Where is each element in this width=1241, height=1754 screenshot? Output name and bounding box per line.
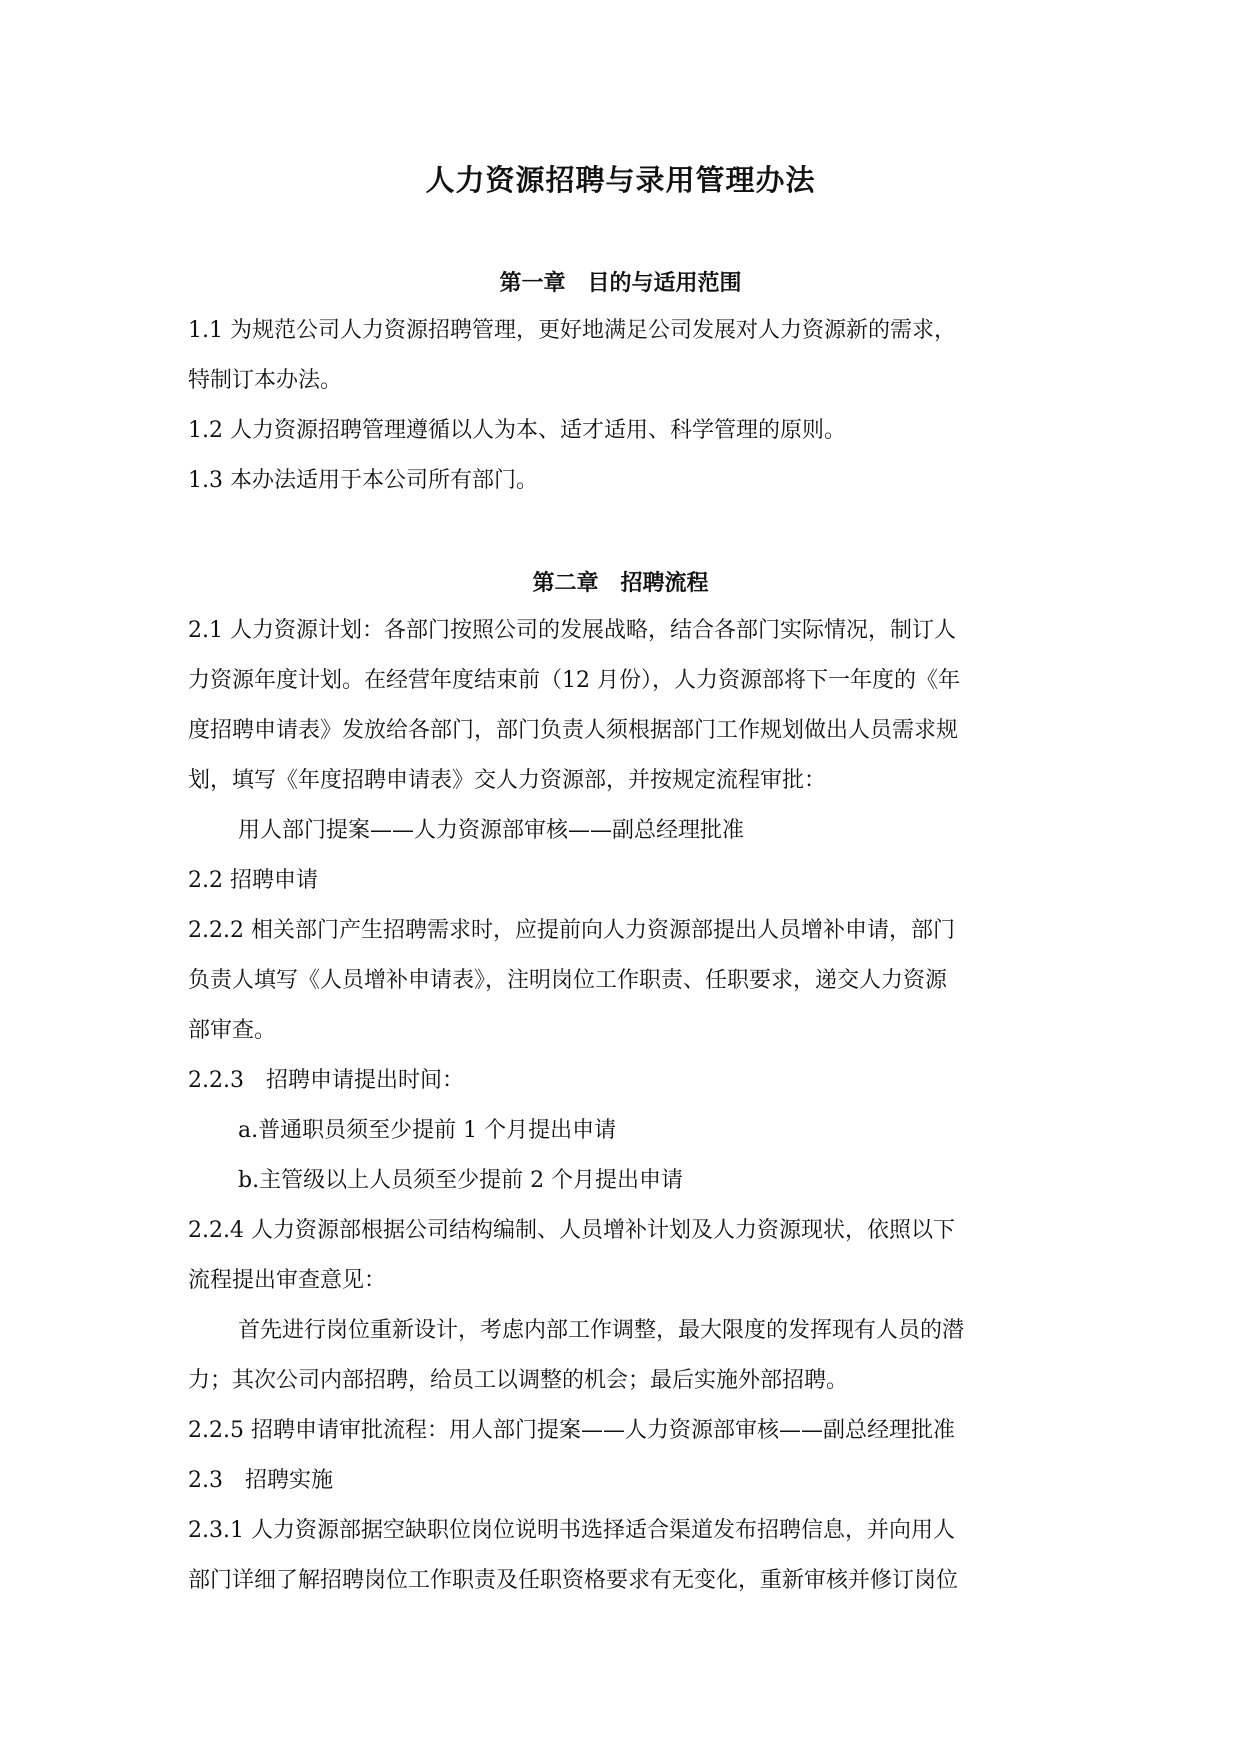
paragraph-line: 力资源年度计划。在经营年度结束前（12 月份），人力资源部将下一年度的《年 xyxy=(188,668,960,693)
chapter-2-heading: 第二章 招聘流程 xyxy=(532,570,709,596)
section-heading: 2.2 招聘申请 xyxy=(188,868,318,893)
paragraph-line: 流程提出审查意见： xyxy=(188,1268,387,1293)
paragraph-line: 2.1 人力资源计划：各部门按照公司的发展战略，结合各部门实际情况，制订人 xyxy=(188,618,956,643)
list-item: a.普通职员须至少提前 1 个月提出申请 xyxy=(238,1118,617,1143)
paragraph-line: 2.3.1 人力资源部据空缺职位岗位说明书选择适合渠道发布招聘信息，并向用人 xyxy=(188,1518,955,1543)
paragraph-line: 划，填写《年度招聘申请表》交人力资源部，并按规定流程审批： xyxy=(188,768,827,793)
paragraph-line: 力；其次公司内部招聘，给员工以调整的机会；最后实施外部招聘。 xyxy=(188,1368,849,1393)
paragraph-line: 部审查。 xyxy=(188,1018,277,1043)
paragraph-line: 2.2.5 招聘申请审批流程：用人部门提案——人力资源部审核——副总经理批准 xyxy=(188,1418,955,1443)
document-title: 人力资源招聘与录用管理办法 xyxy=(425,163,816,197)
paragraph-line: 首先进行岗位重新设计，考虑内部工作调整，最大限度的发挥现有人员的潜 xyxy=(238,1318,965,1343)
paragraph-line: 特制订本办法。 xyxy=(188,368,343,393)
paragraph-line: 2.2.4 人力资源部根据公司结构编制、人员增补计划及人力资源现状，依照以下 xyxy=(188,1218,955,1243)
paragraph-line: 部门详细了解招聘岗位工作职责及任职资格要求有无变化，重新审核并修订岗位 xyxy=(188,1568,959,1593)
list-item: b.主管级以上人员须至少提前 2 个月提出申请 xyxy=(238,1168,684,1193)
approval-flow-line: 用人部门提案——人力资源部审核——副总经理批准 xyxy=(238,818,745,843)
chapter-1-heading: 第一章 目的与适用范围 xyxy=(499,270,742,296)
paragraph-line: 1.3 本办法适用于本公司所有部门。 xyxy=(188,468,538,493)
paragraph-line: 1.1 为规范公司人力资源招聘管理，更好地满足公司发展对人力资源新的需求， xyxy=(188,318,956,343)
paragraph-line: 1.2 人力资源招聘管理遵循以人为本、适才适用、科学管理的原则。 xyxy=(188,418,846,443)
paragraph-line: 负责人填写《人员增补申请表》，注明岗位工作职责、任职要求，递交人力资源 xyxy=(188,968,948,993)
paragraph-line: 2.2.3 招聘申请提出时间： xyxy=(188,1068,464,1093)
section-heading: 2.3 招聘实施 xyxy=(188,1468,333,1493)
paragraph-line: 度招聘申请表》发放给各部门，部门负责人须根据部门工作规划做出人员需求规 xyxy=(188,718,959,743)
paragraph-line: 2.2.2 相关部门产生招聘需求时，应提前向人力资源部提出人员增补申请，部门 xyxy=(188,918,955,943)
